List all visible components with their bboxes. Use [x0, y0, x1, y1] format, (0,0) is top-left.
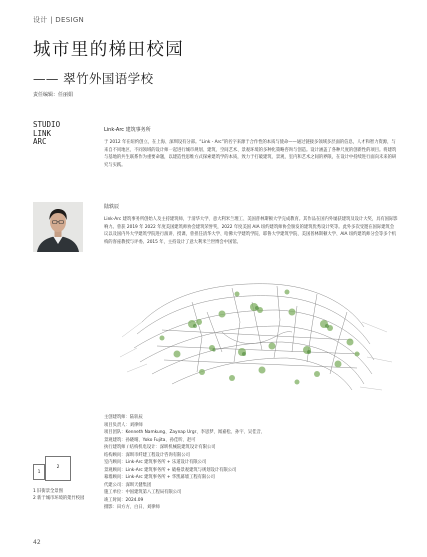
logo-line-1: STUDIO: [33, 120, 61, 129]
credit-line: 景观顾问：Link-Arc 建筑事务所 + 破格景观建筑与规划设计有限公司: [104, 467, 237, 473]
credit-line: 竣工时间：2024.09: [104, 497, 144, 503]
figure-captions: [33, 488, 84, 502]
logo-line-3: ARC: [33, 137, 47, 146]
page-number: 42: [33, 539, 41, 546]
credit-line: 主创建筑师：陆轶辰: [104, 415, 143, 420]
credit-line: 摄影：田方方、白日、刘律师: [104, 505, 160, 510]
editor-credit: 责任编辑：任丽娟: [33, 92, 74, 98]
figure-2-box: 2: [45, 456, 71, 481]
caption-1: 1 旧街景全景图: [33, 489, 63, 494]
credit-line: 项目团队：Kenneth Namkung、Zaynap Urgr、李思梦、闻嘉松、孙宇、吴佳音、: [104, 430, 266, 435]
section-label: 设计 | DESIGN: [33, 16, 85, 24]
campus-sketch-illustration: [102, 262, 402, 410]
credit-line: 景观建筑：孙晓晴、Yoko Fujita、孙佳昕、赵可: [104, 437, 196, 443]
credit-line: 施工单位：中国建筑第八工程局有限公司: [104, 490, 182, 495]
credit-line: 室内顾问：Link-Arc 建筑事务所 + 乐道设计有限公司: [104, 460, 207, 465]
studio-link-arc-logo: [33, 121, 60, 147]
credit-line: 代建公司：深圳天健集团: [104, 482, 152, 488]
sketch-image: [102, 262, 402, 410]
architect-portrait: [33, 202, 83, 252]
caption-2: 2 新于城市环境的架竹校园: [33, 496, 85, 501]
article-title: 城市里的梯田校园: [33, 40, 185, 60]
logo-line-2: LINK: [33, 128, 52, 138]
credit-line: 执行建筑师 / 结构机电设计：深圳机械院建筑设计有限公司: [104, 445, 216, 450]
figure-1-box: 1: [33, 464, 45, 480]
project-credits: [104, 414, 404, 512]
credit-line: 项目负责人：刘律师: [104, 422, 143, 428]
credit-line: 幕墙顾问：Link-Arc 建筑事务所 + 华凯幕墙工程有限公司: [104, 475, 215, 480]
architect-bio: Link-Arc 建筑事务所创始人及主持建筑师，于清华大学、意大利米兰理工、美国普林斯顿大学完成教育。其作品在国内外屡获建筑及设计大奖，具有国际影响力。曾获 2019 年 2022 年度美国建筑师协会建筑荣誉奖，2022 年度美国 AIA 纽约建筑师协会颁发的建筑优秀设计奖等。此外多次受邀在国际建筑会议以及国内外大学建筑学院进行演讲、授课，曾担任清华大学、哈佛大学建筑学院、耶鲁大学建筑学院、美国普林斯顿大学、AIA 纽约建筑师分会等多个机构的客座教授与评委。2015 年，主持设计了意大利米兰世博会中国馆。: [104, 217, 398, 245]
figure-index-diagram: [33, 456, 71, 481]
firm-description: 于 2012 年在纽约创立，在上海、深圳设有分部。“Link - Arc”的名字来源于合作性的本质与使命——通过链接多领域多层面的信息，人才和智力资源，与来自不同地区、不同领域的设计师一起进行城市规划、建筑、空间艺术、景观环境的多种化策略咨询与创造。设计涵盖了各种尺度的创新性的项目。将建筑与基地的共生联系作为重要命题，以建造性思维方式探索建筑学的本质，致力于打破建筑、景观、室内和艺术之间的界限，在设计中持续进行面向未来的研究与实践。: [104, 140, 397, 168]
portrait-image: [33, 202, 83, 252]
credit-line: 结构顾问：深圳市纤建工程设计咨询有限公司: [104, 452, 190, 458]
architect-name: 陆轶辰: [104, 204, 120, 210]
firm-heading: Link-Arc 建筑事务所: [104, 127, 151, 133]
article-subtitle: —— 翠竹外国语学校: [33, 71, 154, 86]
